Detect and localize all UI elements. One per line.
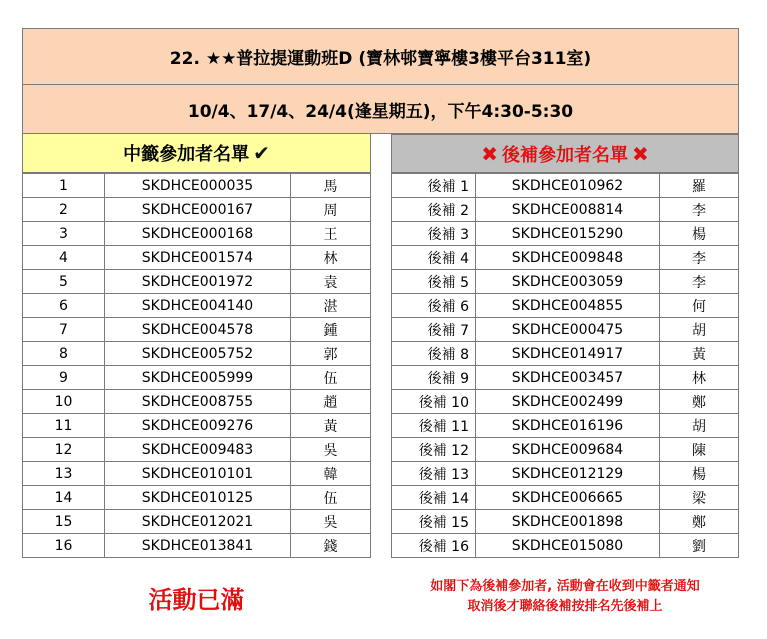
surname-cell: 鄭 (660, 390, 739, 414)
rank-cell: 15 (23, 510, 105, 534)
rank-cell: 4 (23, 246, 105, 270)
surname-cell: 楊 (660, 222, 739, 246)
surname-cell: 何 (660, 294, 739, 318)
member-code-cell: SKDHCE012129 (476, 462, 660, 486)
waitlist-note-line: 如閣下為後補參加者, 活動會在收到中籤者通知 (430, 579, 700, 594)
rank-cell: 11 (23, 414, 105, 438)
table-row (23, 246, 371, 270)
class-title-banner (22, 28, 739, 85)
rank-cell: 9 (23, 366, 105, 390)
member-code-cell: SKDHCE000035 (105, 174, 291, 198)
rank-cell: 後補 13 (392, 462, 476, 486)
rank-cell: 12 (23, 438, 105, 462)
table-row (23, 366, 371, 390)
table-row (23, 390, 371, 414)
table-row (392, 318, 739, 342)
rank-cell: 後補 9 (392, 366, 476, 390)
member-code-cell: SKDHCE000475 (476, 318, 660, 342)
surname-cell: 錢 (291, 534, 371, 558)
table-row (23, 198, 371, 222)
waitlist-note (391, 577, 739, 617)
table-row (392, 246, 739, 270)
member-code-cell: SKDHCE008755 (105, 390, 291, 414)
winners-panel (22, 134, 371, 558)
table-row (392, 390, 739, 414)
surname-cell: 胡 (660, 318, 739, 342)
table-row (392, 342, 739, 366)
member-code-cell: SKDHCE014917 (476, 342, 660, 366)
rank-cell: 後補 1 (392, 174, 476, 198)
class-full-note: 活動已滿 (148, 586, 245, 614)
waitlist-note-line: 取消後才聯絡後補按排名先後補上 (467, 599, 663, 614)
member-code-cell: SKDHCE006665 (476, 486, 660, 510)
member-code-cell: SKDHCE004140 (105, 294, 291, 318)
surname-cell: 羅 (660, 174, 739, 198)
table-row (392, 198, 739, 222)
surname-cell: 陳 (660, 438, 739, 462)
table-row (23, 222, 371, 246)
surname-cell: 林 (291, 246, 371, 270)
member-code-cell: SKDHCE005752 (105, 342, 291, 366)
member-code-cell: SKDHCE000167 (105, 198, 291, 222)
check-icon: ✔ (253, 141, 270, 165)
winners-table (22, 173, 371, 558)
surname-cell: 吳 (291, 438, 371, 462)
surname-cell: 伍 (291, 366, 371, 390)
member-code-cell: SKDHCE010125 (105, 486, 291, 510)
rank-cell: 後補 11 (392, 414, 476, 438)
rank-cell: 後補 7 (392, 318, 476, 342)
member-code-cell: SKDHCE016196 (476, 414, 660, 438)
table-row (392, 366, 739, 390)
member-code-cell: SKDHCE010101 (105, 462, 291, 486)
table-row (392, 438, 739, 462)
table-row (23, 534, 371, 558)
member-code-cell: SKDHCE015080 (476, 534, 660, 558)
rank-cell: 2 (23, 198, 105, 222)
surname-cell: 馬 (291, 174, 371, 198)
schedule-text: 10/4、17/4、24/4(逢星期五)，下午4:30-5:30 (187, 101, 574, 122)
table-row (23, 174, 371, 198)
rank-cell: 後補 14 (392, 486, 476, 510)
table-row (392, 270, 739, 294)
member-code-cell: SKDHCE008814 (476, 198, 660, 222)
rank-cell: 6 (23, 294, 105, 318)
waitlist-table (391, 173, 739, 558)
schedule-banner (22, 84, 739, 134)
rank-cell: 14 (23, 486, 105, 510)
table-row (23, 510, 371, 534)
table-row (392, 486, 739, 510)
surname-cell: 袁 (291, 270, 371, 294)
rank-cell: 後補 10 (392, 390, 476, 414)
table-row (392, 174, 739, 198)
table-row (23, 294, 371, 318)
rank-cell: 3 (23, 222, 105, 246)
rank-cell: 1 (23, 174, 105, 198)
table-row (392, 534, 739, 558)
table-row (23, 414, 371, 438)
surname-cell: 胡 (660, 414, 739, 438)
member-code-cell: SKDHCE005999 (105, 366, 291, 390)
rank-cell: 後補 8 (392, 342, 476, 366)
rank-cell: 10 (23, 390, 105, 414)
surname-cell: 梁 (660, 486, 739, 510)
surname-cell: 劉 (660, 534, 739, 558)
rank-cell: 7 (23, 318, 105, 342)
member-code-cell: SKDHCE001574 (105, 246, 291, 270)
member-code-cell: SKDHCE004578 (105, 318, 291, 342)
member-code-cell: SKDHCE015290 (476, 222, 660, 246)
table-row (392, 462, 739, 486)
rank-cell: 後補 2 (392, 198, 476, 222)
surname-cell: 周 (291, 198, 371, 222)
surname-cell: 湛 (291, 294, 371, 318)
surname-cell: 李 (660, 246, 739, 270)
rank-cell: 後補 5 (392, 270, 476, 294)
member-code-cell: SKDHCE003059 (476, 270, 660, 294)
member-code-cell: SKDHCE001898 (476, 510, 660, 534)
surname-cell: 郭 (291, 342, 371, 366)
surname-cell: 趙 (291, 390, 371, 414)
member-code-cell: SKDHCE003457 (476, 366, 660, 390)
member-code-cell: SKDHCE001972 (105, 270, 291, 294)
member-code-cell: SKDHCE010962 (476, 174, 660, 198)
cross-icon: ✖ (632, 141, 649, 166)
rank-cell: 後補 12 (392, 438, 476, 462)
table-row (23, 438, 371, 462)
member-code-cell: SKDHCE009848 (476, 246, 660, 270)
member-code-cell: SKDHCE009483 (105, 438, 291, 462)
member-code-cell: SKDHCE009684 (476, 438, 660, 462)
waitlist-header (391, 134, 739, 173)
surname-cell: 黃 (291, 414, 371, 438)
rank-cell: 後補 15 (392, 510, 476, 534)
table-row (392, 510, 739, 534)
table-row (23, 462, 371, 486)
surname-cell: 鄭 (660, 510, 739, 534)
member-code-cell: SKDHCE004855 (476, 294, 660, 318)
rank-cell: 5 (23, 270, 105, 294)
rank-cell: 16 (23, 534, 105, 558)
rank-cell: 後補 3 (392, 222, 476, 246)
surname-cell: 伍 (291, 486, 371, 510)
table-row (23, 270, 371, 294)
rank-cell: 後補 16 (392, 534, 476, 558)
surname-cell: 黃 (660, 342, 739, 366)
rank-cell: 8 (23, 342, 105, 366)
member-code-cell: SKDHCE009276 (105, 414, 291, 438)
table-row (23, 486, 371, 510)
winners-title: 中籤參加者名單 (123, 144, 250, 165)
member-code-cell: SKDHCE012021 (105, 510, 291, 534)
waitlist-panel (391, 134, 739, 558)
rank-cell: 13 (23, 462, 105, 486)
cross-icon: ✖ (481, 141, 498, 166)
winners-header (22, 134, 371, 173)
table-row (23, 318, 371, 342)
rank-cell: 後補 4 (392, 246, 476, 270)
surname-cell: 李 (660, 270, 739, 294)
surname-cell: 楊 (660, 462, 739, 486)
surname-cell: 林 (660, 366, 739, 390)
table-row (392, 222, 739, 246)
class-title: 22. ★★普拉提運動班D (寶林邨寶寧樓3樓平台311室) (169, 49, 592, 69)
table-row (23, 342, 371, 366)
surname-cell: 李 (660, 198, 739, 222)
member-code-cell: SKDHCE002499 (476, 390, 660, 414)
table-row (392, 414, 739, 438)
member-code-cell: SKDHCE013841 (105, 534, 291, 558)
rank-cell: 後補 6 (392, 294, 476, 318)
waitlist-title: 後補參加者名單 (502, 144, 628, 166)
table-row (392, 294, 739, 318)
member-code-cell: SKDHCE000168 (105, 222, 291, 246)
surname-cell: 韓 (291, 462, 371, 486)
surname-cell: 鍾 (291, 318, 371, 342)
surname-cell: 吳 (291, 510, 371, 534)
surname-cell: 王 (291, 222, 371, 246)
